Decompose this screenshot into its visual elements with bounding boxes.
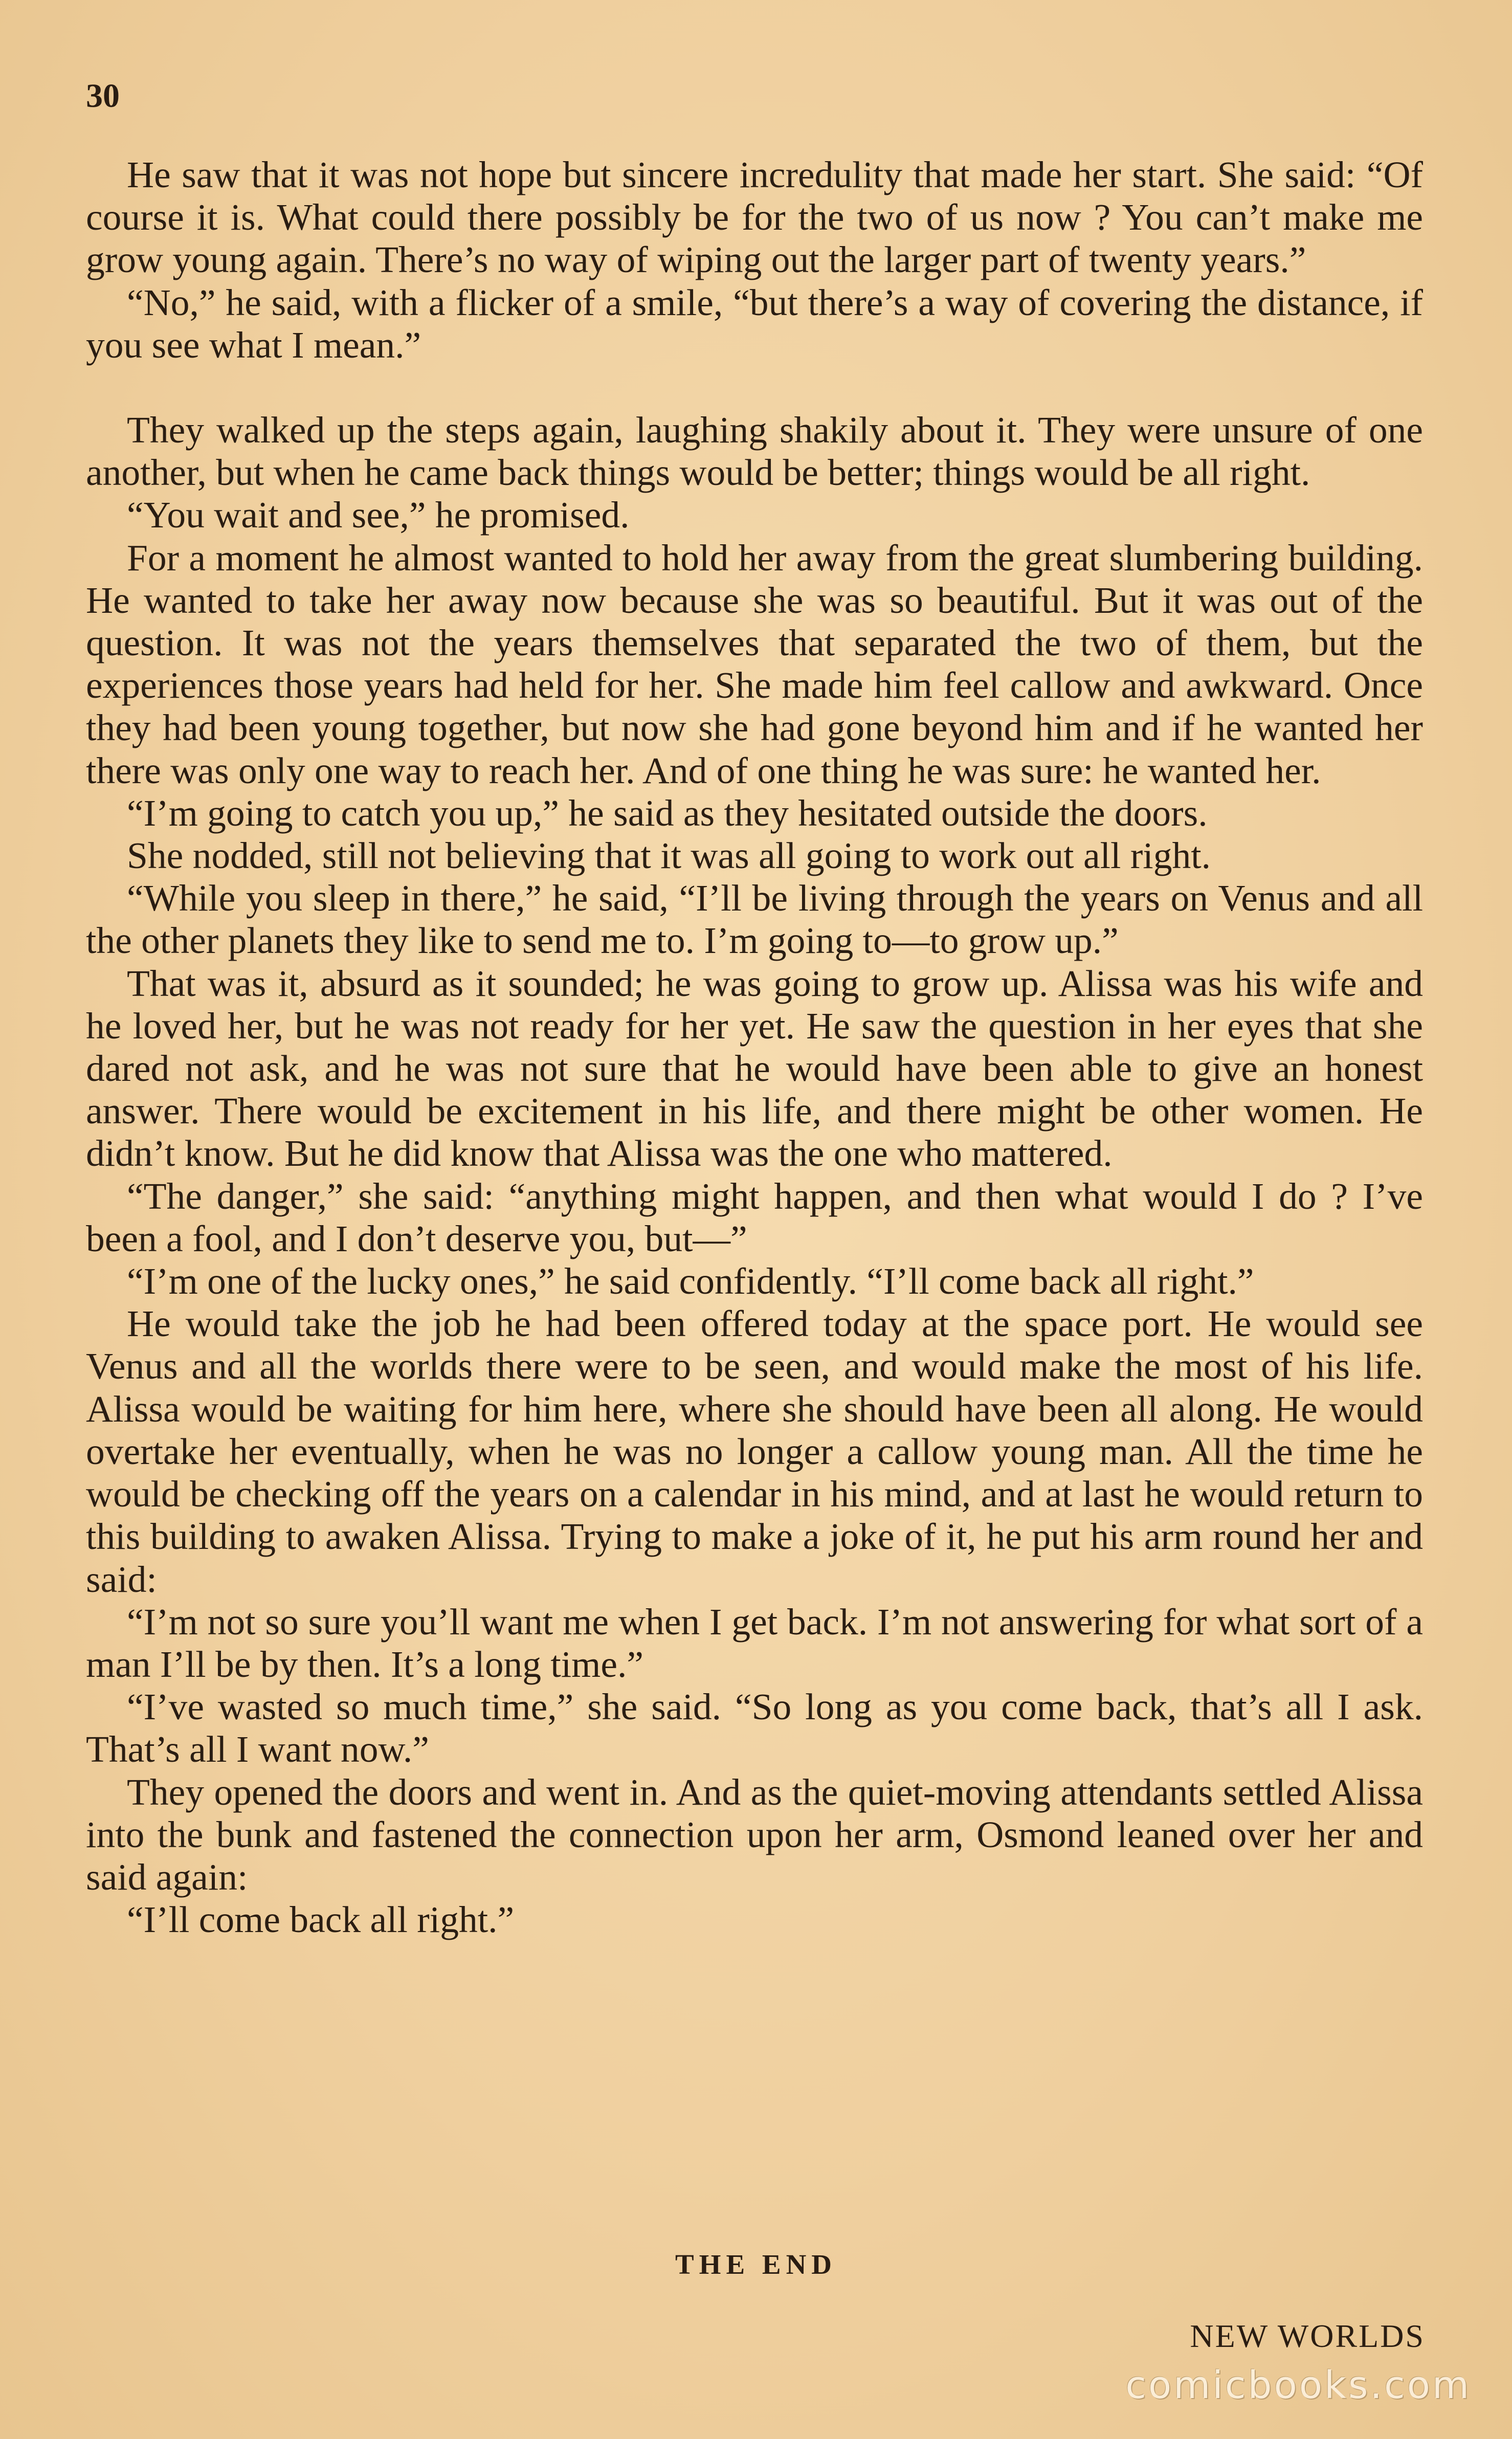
paragraph: “I’ve wasted so much time,” she said. “So long as you come back, that’s all I ask. That’s all I want now.” xyxy=(86,1686,1423,1770)
paragraph: He would take the job he had been offered today at the space port. He would see Venus and all the worlds there were to be seen, and would make the most of his life. Alissa would be waiting for him here, where she should have been all along. He would overtake her eventually, when he was no longer a callow young man. All the time he would be checking off the years on a calendar in his mind, and at last he would return to this building to awaken Alissa. Trying to make a joke of it, he put his arm round her and said: xyxy=(86,1303,1423,1600)
paragraph: “I’m going to catch you up,” he said as they hesitated outside the doors. xyxy=(127,792,1208,834)
paragraph: “While you sleep in there,” he said, “I’ll be living through the years on Venus and all the other planets they like to send me to. I’m going to—to grow up.” xyxy=(86,877,1423,962)
page-number: 30 xyxy=(86,77,120,115)
paragraph: “You wait and see,” he promised. xyxy=(127,494,630,536)
paragraph: She nodded, still not believing that it was all going to work out all right. xyxy=(127,835,1211,877)
paragraph: “No,” he said, with a flicker of a smile, “but there’s a way of covering the distance, if you see what I mean.” xyxy=(86,281,1423,366)
paragraph: “I’m one of the lucky ones,” he said confidently. “I’ll come back all right.” xyxy=(127,1260,1254,1302)
end-marker: THE END xyxy=(675,2249,837,2280)
paragraph: “The danger,” she said: “anything might happen, and then what would I do ? I’ve been a fool, and I don’t deserve you, but—” xyxy=(86,1175,1423,1259)
magazine-title: NEW WORLDS xyxy=(1190,2318,1425,2354)
watermark: comicbooks.com xyxy=(1125,2363,1471,2407)
paragraph: “I’m not so sure you’ll want me when I get back. I’m not answering for what sort of a man I’ll be by then. It’s a long time.” xyxy=(86,1601,1423,1685)
paragraph: That was it, absurd as it sounded; he was going to grow up. Alissa was his wife and he loved her, but he was not ready for her yet. He saw the question in her eyes that she dared not ask, and he was not sure that he would have been able to give an honest answer. There would be excitement in his life, and there might be other women. He didn’t know. But he did know that Alissa was the one who mattered. xyxy=(86,962,1423,1174)
story-text xyxy=(86,153,1423,1941)
paragraph: For a moment he almost wanted to hold her away from the great slumbering building. He wanted to take her away now because she was so beautiful. But it was out of the question. It was not the years themselves that separated the two of them, but the experiences those years had held for her. She made him feel callow and awkward. Once they had been young together, but now she had gone beyond him and if he wanted her there was only one way to reach her. And of one thing he was sure: he wanted her. xyxy=(86,537,1423,791)
paragraph: They opened the doors and went in. And as the quiet-moving attendants settled Alissa into the bunk and fastened the connection upon her arm, Osmond leaned over her and said again: xyxy=(86,1771,1423,1898)
paragraph: They walked up the steps again, laughing shakily about it. They were unsure of one another, but when he came back things would be better; things would be all right. xyxy=(86,409,1423,494)
paragraph: He saw that it was not hope but sincere incredulity that made her start. She said: “Of course it is. What could there possibly be for the two of us now ? You can’t make me grow young again. There’s no way of wiping out the larger part of twenty years.” xyxy=(86,154,1423,281)
paragraph: “I’ll come back all right.” xyxy=(127,1899,515,1941)
